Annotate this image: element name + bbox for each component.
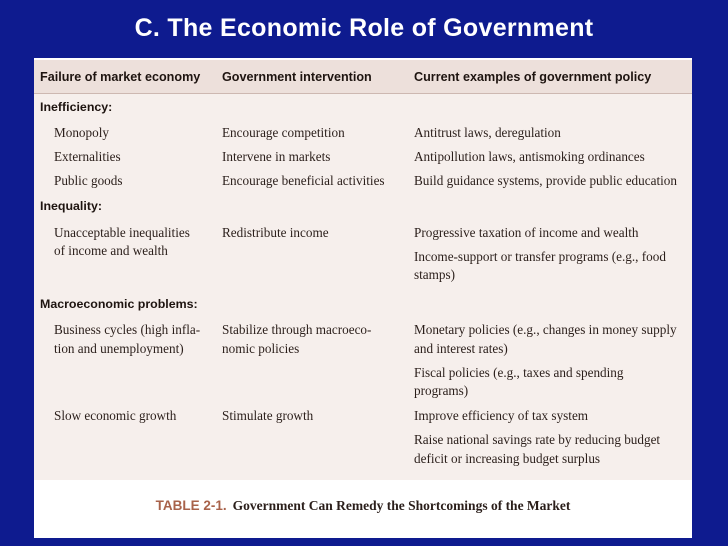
cell-examples: stamps) bbox=[414, 267, 456, 282]
table-number: TABLE 2-1. bbox=[155, 498, 227, 513]
section-inequality: Inequality: bbox=[40, 199, 102, 213]
cell-intervention: Encourage beneficial activities bbox=[222, 173, 385, 188]
cell-intervention: Redistribute income bbox=[222, 225, 329, 240]
cell-failure: Unacceptable inequalities bbox=[54, 225, 190, 240]
cell-examples: Income-support or transfer programs (e.g., food bbox=[414, 249, 666, 264]
cell-examples: Monetary policies (e.g., changes in money supply bbox=[414, 322, 677, 337]
cell-failure: tion and unemployment) bbox=[54, 341, 184, 356]
cell-examples: Progressive taxation of income and wealth bbox=[414, 225, 639, 240]
cell-examples: Build guidance systems, provide public education bbox=[414, 173, 677, 188]
header-intervention: Government intervention bbox=[222, 70, 372, 84]
cell-examples: Antitrust laws, deregulation bbox=[414, 125, 561, 140]
cell-intervention: Stabilize through macroeco- bbox=[222, 322, 372, 337]
cell-examples: Improve efficiency of tax system bbox=[414, 408, 589, 423]
header-examples: Current examples of government policy bbox=[414, 70, 652, 84]
section-macroeconomic: Macroeconomic problems: bbox=[40, 297, 198, 311]
cell-examples: Raise national savings rate by reducing budget bbox=[414, 432, 661, 447]
header-failure: Failure of market economy bbox=[40, 70, 201, 84]
cell-failure: Externalities bbox=[54, 149, 121, 164]
policy-table bbox=[34, 60, 692, 480]
cell-examples: and interest rates) bbox=[414, 341, 508, 356]
cell-examples: Antipollution laws, antismoking ordinances bbox=[414, 149, 645, 164]
slide-title: C. The Economic Role of Government bbox=[134, 14, 594, 42]
cell-failure: Business cycles (high infla- bbox=[54, 322, 201, 337]
cell-failure: Public goods bbox=[54, 173, 123, 188]
table-caption bbox=[34, 498, 692, 514]
cell-failure: Slow economic growth bbox=[54, 408, 177, 423]
cell-intervention: Stimulate growth bbox=[222, 408, 314, 423]
cell-intervention: Intervene in markets bbox=[222, 149, 331, 164]
cell-intervention: nomic policies bbox=[222, 341, 300, 356]
cell-intervention: Encourage competition bbox=[222, 125, 345, 140]
cell-examples: Fiscal policies (e.g., taxes and spending bbox=[414, 365, 624, 380]
cell-examples: programs) bbox=[414, 383, 469, 398]
table-header-row bbox=[34, 60, 692, 94]
cell-examples: deficit or increasing budget surplus bbox=[414, 451, 601, 466]
table-panel bbox=[34, 58, 692, 538]
section-inefficiency: Inefficiency: bbox=[40, 100, 113, 114]
cell-failure: of income and wealth bbox=[54, 243, 168, 258]
cell-failure: Monopoly bbox=[54, 125, 109, 140]
table-caption-text: Government Can Remedy the Shortcomings of the Market bbox=[232, 498, 571, 513]
